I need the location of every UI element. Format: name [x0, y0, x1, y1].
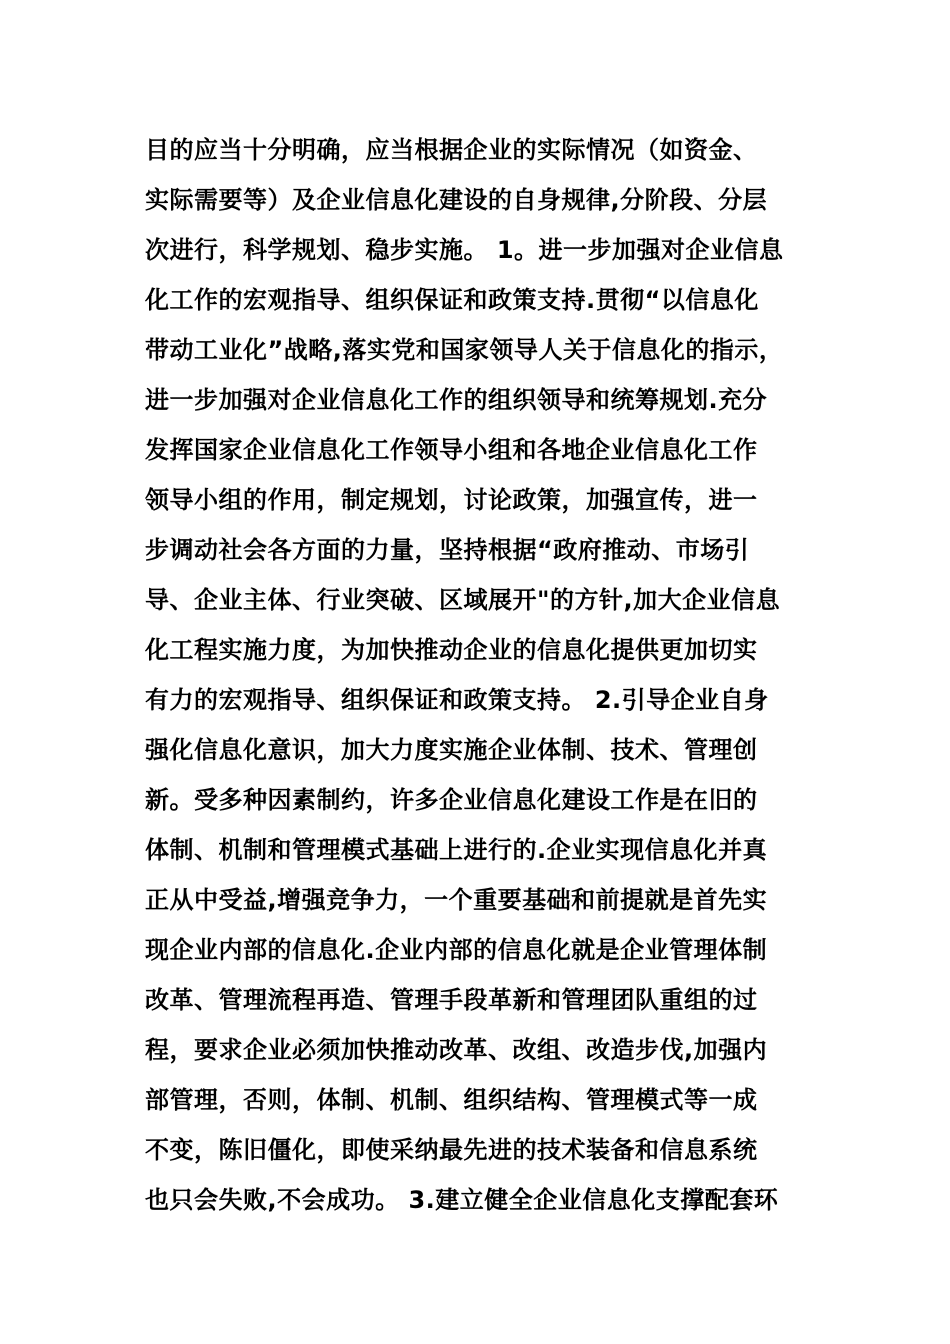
- text-line-11: 化工程实施力度，为加快推动企业的信息化提供更加切实: [145, 636, 758, 664]
- text-line-6: 进一步加强对企业信息化工作的组织领导和统筹规划.充分: [145, 386, 768, 414]
- text-line-4: 化工作的宏观指导、组织保证和政策支持.贯彻“以信息化: [145, 286, 759, 314]
- text-line-17: 现企业内部的信息化.企业内部的信息化就是企业管理体制: [145, 936, 768, 964]
- text-line-19: 程，要求企业必须加快推动改革、改组、改造步伐,加强内: [145, 1036, 768, 1064]
- text-line-14: 新。受多种因素制约，许多企业信息化建设工作是在旧的: [145, 786, 758, 814]
- text-line-5: 带动工业化”战略,落实党和国家领导人关于信息化的指示，: [145, 336, 784, 364]
- text-line-21: 不变，陈旧僵化，即使采纳最先进的技术装备和信息系统: [145, 1136, 758, 1164]
- text-line-16: 正从中受益,增强竞争力，一个重要基础和前提就是首先实: [145, 886, 768, 914]
- text-line-9: 步调动社会各方面的力量，坚持根据“政府推动、市场引: [145, 536, 750, 564]
- text-line-2: 实际需要等）及企业信息化建设的自身规律,分阶段、分层: [145, 186, 768, 214]
- text-line-7: 发挥国家企业信息化工作领导小组和各地企业信息化工作: [145, 436, 758, 464]
- text-line-20: 部管理，否则，体制、机制、组织结构、管理模式等一成: [145, 1086, 758, 1114]
- text-line-22: 也只会失败,不会成功。 3.建立健全企业信息化支撑配套环: [145, 1186, 779, 1214]
- text-line-10: 导、企业主体、行业突破、区域展开"的方针,加大企业信息: [145, 586, 781, 614]
- text-line-3: 次进行，科学规划、稳步实施。 1。进一步加强对企业信息: [145, 236, 784, 264]
- text-line-1: 目的应当十分明确，应当根据企业的实际情况（如资金、: [145, 136, 758, 164]
- text-line-13: 强化信息化意识，加大力度实施企业体制、技术、管理创: [145, 736, 758, 764]
- text-line-12: 有力的宏观指导、组织保证和政策支持。 2.引导企业自身: [145, 686, 769, 714]
- text-line-18: 改革、管理流程再造、管理手段革新和管理团队重组的过: [145, 986, 758, 1014]
- body-text: [145, 125, 825, 1225]
- text-line-8: 领导小组的作用，制定规划，讨论政策，加强宣传，进一: [145, 486, 758, 514]
- text-line-15: 体制、机制和管理模式基础上进行的.企业实现信息化并真: [145, 836, 768, 864]
